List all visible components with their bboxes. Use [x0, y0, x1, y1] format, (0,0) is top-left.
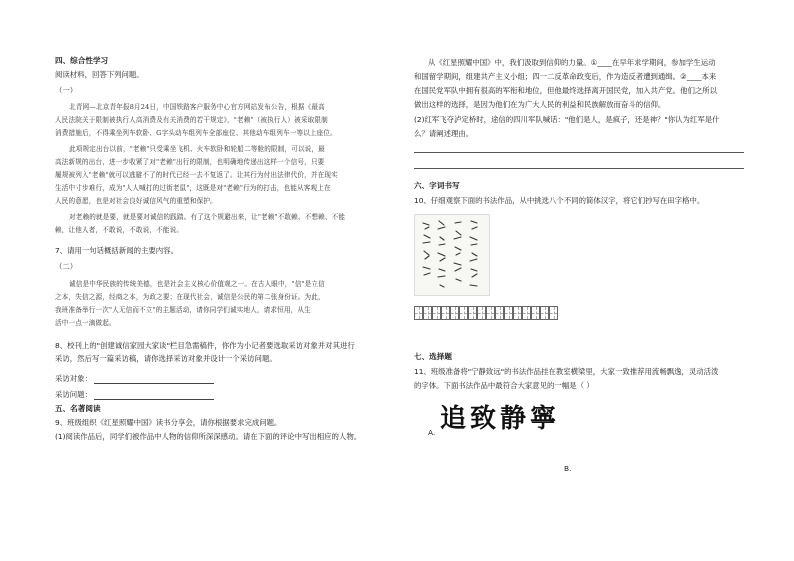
question-9-2-cont: 么？请阐述理由。 — [414, 129, 474, 138]
reading-comment-line: 和国留学期间，组建共产主义小组；四一二反革命政变后，作为造反者遭到通缉。②____本来 — [414, 72, 717, 81]
tianzige-cell[interactable] — [522, 306, 531, 320]
interview-question-label: 采访问题： — [55, 390, 92, 399]
interview-target-row — [55, 374, 214, 384]
tianzige-cell[interactable] — [531, 306, 540, 320]
answer-line — [414, 152, 744, 153]
option-a-label: A. — [428, 428, 436, 437]
tianzige-cell[interactable] — [477, 306, 486, 320]
seal-script-calligraphy: 追致静寧 — [440, 404, 561, 434]
tianzige-cell[interactable] — [423, 306, 432, 320]
passage-line: 赖，让他人者，不敢说，不敢说，不能说。 — [55, 226, 184, 234]
question-8: 8、校刊上的"创建诚信家园大家谈"栏目急需稿件，你作为小记者要选取采访对象并对其进行 — [55, 341, 355, 350]
question-7: 7、请用一句话概括新闻的主要内容。 — [55, 246, 178, 255]
question-9-2: (2)红军飞夺泸定桥时，途信的四川军队喊话："他们是人，是疯子，还是神？"你认为红军是什 — [414, 115, 720, 124]
tianzige-cell[interactable] — [549, 306, 558, 320]
question-9-1: (1)阅读作品后，同学们被作品中人物的信仰所深深感动。请在下面的评论中写出相应的人物。 — [55, 432, 362, 441]
reading-instruction: 阅读材料，回答下列问题。 — [55, 70, 144, 79]
tianzige-cell[interactable] — [504, 306, 513, 320]
passage-line: 履规被列入"老赖"就可以逃避不了的时代已经一去不复返了。让其行为付出法律代价，并在现实 — [55, 171, 338, 179]
tianzige-grid — [414, 306, 558, 320]
part1-label: （一） — [55, 86, 78, 95]
section7-title: 七、选择题 — [414, 352, 452, 361]
interview-target-label: 采访对象： — [55, 374, 92, 383]
passage-line: 我班准备举行一次"人无信而不立"的主题活动，请你同学们诚实地人，请求恒用，从生 — [55, 306, 311, 314]
passage-line: 之本，失信之源，经商之本，为政之要；在现代社会，诚信是公民的第二张身份证。为此， — [55, 293, 325, 301]
option-b-label: B. — [564, 464, 572, 473]
section5-title: 五、名著阅读 — [55, 404, 101, 413]
section6-title: 六、字词书写 — [414, 181, 460, 190]
tianzige-cell[interactable] — [540, 306, 549, 320]
section4-title: 四、综合性学习 — [55, 56, 109, 65]
calligraphy-artwork — [414, 214, 490, 296]
question-10: 10、仔细观察下面的书法作品，从中挑选八个不同的简体汉字，将它们抄写在田字格中。 — [414, 196, 705, 205]
passage-line: 活中一点一滴做起。 — [55, 319, 116, 327]
tianzige-cell[interactable] — [513, 306, 522, 320]
passage-line: 消费措施后，不得乘坐列车软卧、G字头动车组列车全部座位、其他动车组列车一等以上座位。 — [55, 129, 337, 137]
calligraphy-strokes — [415, 215, 489, 295]
passage-line: 高法新规的出台，进一步收紧了对"老赖"出行的限制，也明确地传递出这样一个信号，只要 — [55, 158, 325, 166]
interview-question-blank[interactable] — [94, 391, 214, 400]
tianzige-cell[interactable] — [459, 306, 468, 320]
tianzige-cell[interactable] — [414, 306, 423, 320]
reading-comment-line: 做出这样的选择，是因为他们在为广大人民的利益和民族解放而奋斗的信仰。 — [414, 100, 666, 109]
question-11: 11、班级准备将"宁静致远"的书法作品挂在教室横梁里，大家一致推荐用流畅飘逸，灵动活泼 — [414, 367, 719, 376]
tianzige-cell[interactable] — [441, 306, 450, 320]
tianzige-cell[interactable] — [432, 306, 441, 320]
answer-line — [414, 168, 744, 169]
passage-line: 北青网—北京青年报8月24日，中国铁路客户服务中心官方网站发布公告，根据《最高 — [69, 103, 325, 111]
question-8-cont: 采访，然后写一篇采访稿，请你选择采访对象并设计一个采访问题。 — [55, 354, 277, 363]
passage-line: 此项规定出台以前，"老赖"只受乘坐飞机、火车软卧和轮船二等舱的限制，可以说，最 — [69, 145, 325, 153]
tianzige-cell[interactable] — [450, 306, 459, 320]
reading-comment-line: 从《红星照耀中国》中，我们汲取到信仰的力量。①____在早年求学期间，参加学生运动 — [428, 58, 716, 67]
passage-line: 对老赖的就是要，就是要对诚信的践踏。有了这个规避出来，让"老赖"不敢赖、不想赖、不能 — [69, 213, 346, 221]
reading-comment-line: 在国民党军队中拥有很高的军衔和地位，但他最终选择离开国民党，加入共产党。他们之所以 — [414, 86, 718, 95]
tianzige-cell[interactable] — [495, 306, 504, 320]
passage-line: 人民的意愿，也是对社会良好诚信风气的重塑和保护。 — [55, 197, 217, 205]
passage-line: 生活中寸步难行，成为"人人喊打的过街老鼠"，这既是对"老赖"行为的打击，也能从客观上在 — [55, 184, 331, 192]
question-9: 9、班级组织《红星照耀中国》读书分享会，请你根据要求完成问题。 — [55, 418, 282, 427]
tianzige-cell[interactable] — [468, 306, 477, 320]
question-11-cont: 的字体。下面书法作品中最符合大家意见的一幅是（ ） — [414, 381, 594, 390]
tianzige-cell[interactable] — [486, 306, 495, 320]
part2-label: （二） — [55, 262, 78, 271]
passage-line: 诚信是中华民族的传统美德，也是社会主义核心价值观之一。在古人眼中，"信"是立信 — [69, 280, 325, 288]
interview-question-row — [55, 390, 214, 400]
passage-line: 人民法院关于限制被执行人高消费及有关消费的若干规定》，"老赖"（被执行人）被采取限制 — [55, 116, 328, 124]
interview-target-blank[interactable] — [94, 375, 214, 384]
